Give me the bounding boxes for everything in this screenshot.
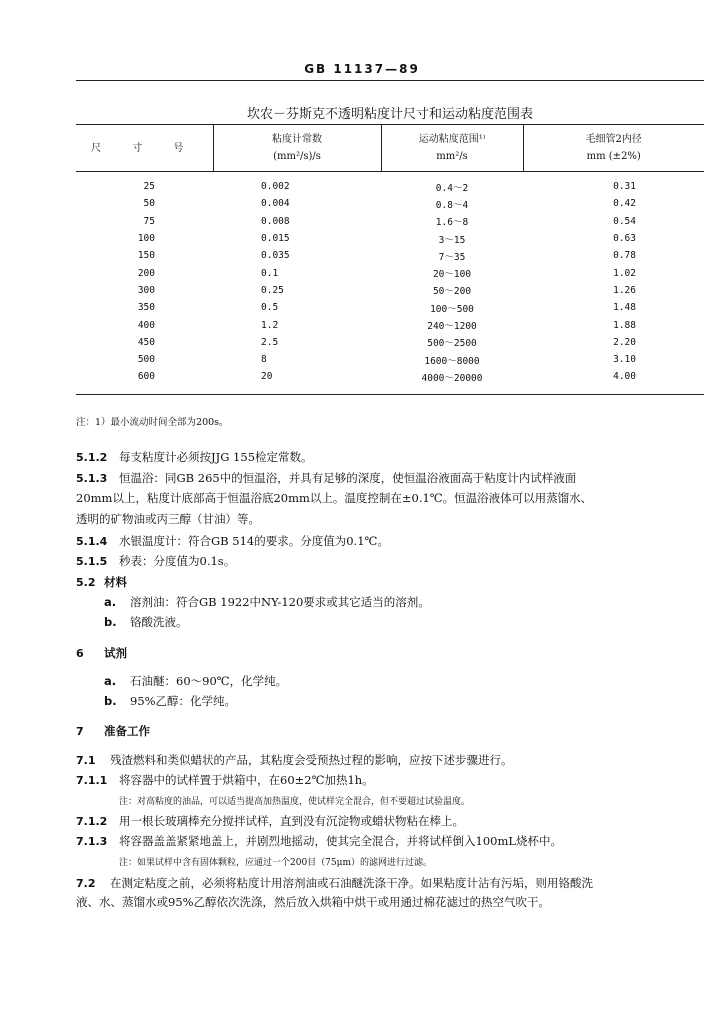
- table-header-row: [76, 125, 704, 172]
- item-5-2-a: a. 溶剂油：符合GB 1922中NY-120要求或其它适当的溶剂。: [104, 595, 430, 609]
- clause-7-1: 7.1 残渣燃料和类似蜡状的产品，其粘度会受预热过程的影响，应按下述步骤进行。: [76, 753, 513, 767]
- cell-diameter: 4.00: [523, 368, 704, 394]
- cell-diameter: 1.48: [613, 302, 636, 314]
- cell-constant: 0.25: [261, 284, 284, 296]
- header-diameter: 毛细管2内径 mm (±2%): [523, 125, 704, 172]
- cell-range: 7～35: [438, 251, 466, 263]
- cell-range: 20～100: [432, 269, 472, 281]
- clause-7-1-1: 7.1.1 将容器中的试样置于烘箱中，在60±2℃加热1h。: [76, 773, 374, 787]
- cell-constant: 0.5: [261, 302, 279, 314]
- cell-constant: 0.1: [261, 267, 279, 279]
- cell-constant: 0.015: [261, 233, 290, 245]
- cell-range: 4000～20000: [381, 368, 523, 394]
- cell-constant: 0.002: [261, 181, 290, 193]
- section-7-heading: 7 准备工作: [76, 724, 150, 738]
- clause-5-1-3-line3: 透明的矿物油或丙三醇（甘油）等。: [76, 512, 260, 526]
- cell-diameter: 2.20: [613, 336, 636, 348]
- table-row: [76, 351, 704, 368]
- cell-range: 0.4～2: [435, 182, 469, 194]
- clause-5-1-4: 5.1.4 水银温度计：符合GB 514的要求。分度值为0.1℃。: [76, 534, 389, 548]
- header-size: 尺 寸 号: [76, 125, 213, 172]
- table-row: [76, 282, 704, 299]
- table-footnote: 注：1）最小流动时间全部为200s。: [76, 417, 229, 428]
- table-row: [76, 195, 704, 212]
- cell-size: 150: [137, 250, 155, 262]
- cell-range: 100～500: [430, 303, 474, 315]
- item-5-2-b: b. 铬酸洗液。: [104, 615, 188, 629]
- table-row: [76, 172, 704, 196]
- clause-5-1-3-line2: 20mm以上，粘度计底部高于恒温浴底20mm以上。温度控制在±0.1℃。恒温浴液体可以用蒸馏水、: [76, 491, 593, 505]
- cell-range: 240～1200: [427, 321, 477, 333]
- cell-size: 300: [137, 284, 155, 296]
- clause-7-2: 7.2 在测定粘度之前，必须将粘度计用溶剂油或石油醚洗涤干净。如果粘度计沾有污垢，则用铬酸洗: [76, 876, 593, 890]
- header-range: 运动粘度范围¹⁾ mm²/s: [381, 125, 523, 172]
- table-body: [76, 172, 704, 395]
- cell-constant: 0.035: [261, 250, 290, 262]
- table-row: [76, 299, 704, 316]
- clause-5-1-3: 5.1.3 恒温浴：同GB 265中的恒温浴，并具有足够的深度，使恒温浴液面高于粘度计内试样液面: [76, 471, 577, 485]
- table-row: [76, 368, 704, 394]
- table-title: 坎农－芬斯克不透明粘度计尺寸和运动粘度范围表: [246, 107, 533, 122]
- cell-size: 350: [137, 302, 155, 314]
- table-row: [76, 230, 704, 247]
- note-7-1-1: 注：对高粘度的油品，可以适当提高加热温度，使试样完全混合，但不要超过试验温度。: [119, 797, 471, 807]
- cell-diameter: 1.26: [613, 284, 636, 296]
- note-7-1-3: 注：如果试样中含有固体颗粒，应通过一个200目（75μm）的滤网进行过滤。: [119, 858, 433, 868]
- clause-7-2-line2: 液、水、蒸馏水或95%乙醇依次洗涤，然后放入烘箱中烘干或用通过棉花滤过的热空气吹干。: [76, 895, 551, 909]
- table-row: [76, 247, 704, 264]
- clause-5-1-5: 5.1.5 秒表：分度值为0.1s。: [76, 554, 236, 568]
- cell-size: 50: [143, 198, 155, 210]
- cell-diameter: 0.63: [613, 233, 636, 245]
- table-row: [76, 334, 704, 351]
- section-5-2-heading: 5.2 材料: [76, 575, 127, 589]
- cell-size: 600: [76, 368, 213, 394]
- cell-size: 100: [137, 233, 155, 245]
- cell-constant: 8: [261, 354, 267, 366]
- cell-range: 0.8～4: [435, 199, 469, 211]
- cell-diameter: 0.54: [613, 215, 636, 227]
- cell-constant: 1.2: [261, 319, 279, 331]
- table-row: [76, 213, 704, 230]
- standard-code-header: GB 11137—89: [304, 62, 420, 76]
- cell-size: 25: [143, 181, 155, 193]
- cell-range: 1600～8000: [424, 355, 480, 367]
- table-row: [76, 264, 704, 281]
- cell-range: 50～200: [432, 286, 472, 298]
- cell-constant: 0.008: [261, 215, 290, 227]
- cell-diameter: 0.78: [613, 250, 636, 262]
- cell-size: 450: [137, 336, 155, 348]
- cell-range: 500～2500: [427, 338, 477, 350]
- cell-constant: 20: [213, 368, 381, 394]
- cell-diameter: 1.02: [613, 267, 636, 279]
- item-6-a: a. 石油醚：60～90℃，化学纯。: [104, 674, 288, 688]
- header-rule: [76, 80, 704, 81]
- cell-diameter: 0.31: [613, 181, 636, 193]
- viscometer-table: [76, 124, 704, 395]
- cell-range: 1.6～8: [435, 217, 469, 229]
- cell-constant: 0.004: [261, 198, 290, 210]
- clause-7-1-3: 7.1.3 将容器盖盖紧紧地盖上，并剧烈地摇动，使其完全混合，并将试样倒入100mL烧杯中。: [76, 834, 562, 848]
- clause-7-1-2: 7.1.2 用一根长玻璃棒充分搅拌试样，直到没有沉淀物或蜡状物粘在棒上。: [76, 814, 464, 828]
- cell-diameter: 3.10: [613, 354, 636, 366]
- table-row: [76, 316, 704, 333]
- cell-size: 400: [137, 319, 155, 331]
- cell-constant: 2.5: [261, 336, 279, 348]
- clause-5-1-2: 5.1.2 每支粘度计必须按JJG 155检定常数。: [76, 450, 313, 464]
- header-constant: 粘度计常数 (mm²/s)/s: [213, 125, 381, 172]
- cell-diameter: 0.42: [613, 198, 636, 210]
- cell-size: 75: [143, 215, 155, 227]
- cell-diameter: 1.88: [613, 319, 636, 331]
- section-6-heading: 6 试剂: [76, 646, 127, 660]
- cell-size: 200: [137, 267, 155, 279]
- cell-range: 3～15: [438, 234, 466, 246]
- item-6-b: b. 95%乙醇：化学纯。: [104, 694, 237, 708]
- cell-size: 500: [137, 354, 155, 366]
